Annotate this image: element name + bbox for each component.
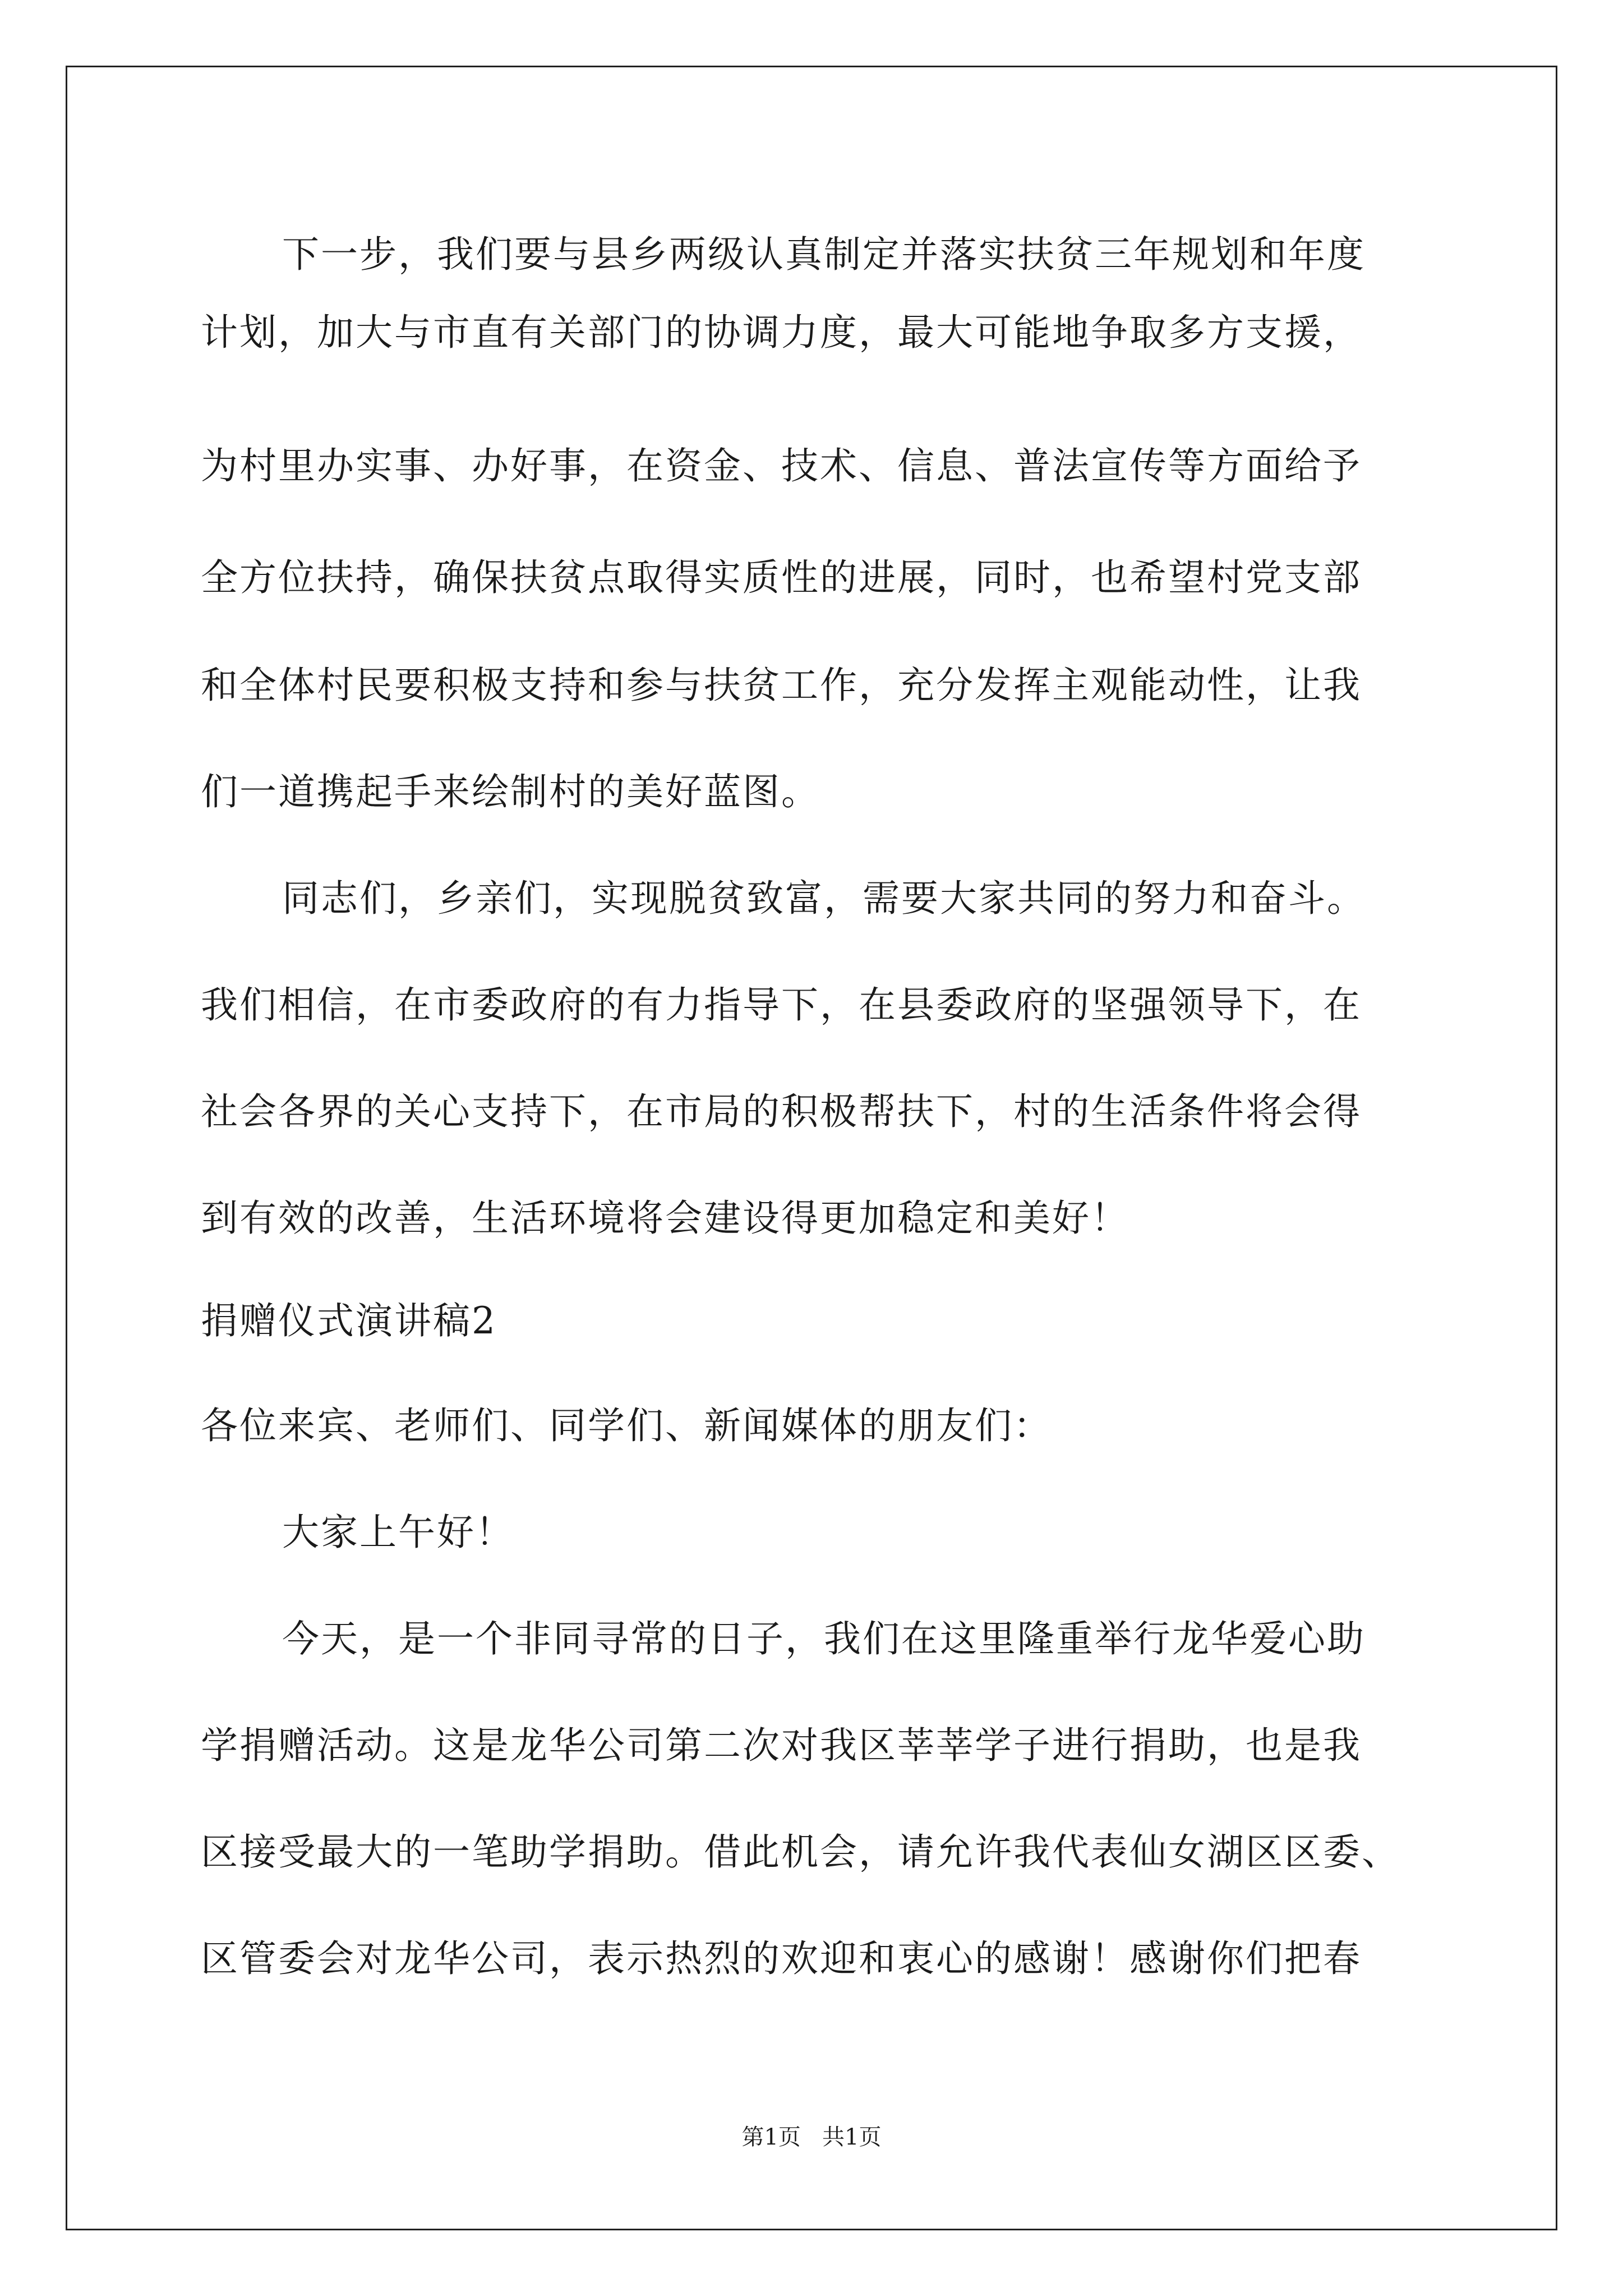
paragraph-line: 到有效的改善，生活环境将会建设得更加稳定和美好！ <box>201 1197 1129 1240</box>
paragraph-line: 今天，是一个非同寻常的日子，我们在这里隆重举行龙华爱心助 <box>282 1617 1366 1660</box>
paragraph-line: 学捐赠活动。这是龙华公司第二次对我区莘莘学子进行捐助，也是我 <box>201 1724 1362 1767</box>
paragraph-line: 社会各界的关心支持下，在市局的积极帮扶下，村的生活条件将会得 <box>201 1090 1362 1133</box>
page-border <box>66 66 1557 2230</box>
paragraph-line: 和全体村民要积极支持和参与扶贫工作，充分发挥主观能动性，让我 <box>201 664 1362 707</box>
salutation: 各位来宾、老师们、同学们、新闻媒体的朋友们： <box>201 1404 1052 1447</box>
section-heading: 捐赠仪式演讲稿2 <box>201 1299 497 1342</box>
paragraph-line: 区接受最大的一笔助学捐助。借此机会，请允许我代表仙女湖区区委、 <box>201 1830 1400 1874</box>
paragraph-line: 区管委会对龙华公司，表示热烈的欢迎和衷心的感谢！感谢你们把春 <box>201 1937 1362 1980</box>
paragraph-line: 计划，加大与市直有关部门的协调力度，最大可能地争取多方支援， <box>201 311 1362 354</box>
paragraph-line: 同志们，乡亲们，实现脱贫致富，需要大家共同的努力和奋斗。 <box>282 877 1366 920</box>
paragraph-line: 下一步，我们要与县乡两级认真制定并落实扶贫三年规划和年度 <box>282 233 1366 276</box>
paragraph-line: 们一道携起手来绘制村的美好蓝图。 <box>201 770 820 813</box>
greeting: 大家上午好！ <box>282 1511 514 1554</box>
paragraph-line: 全方位扶持，确保扶贫点取得实质性的进展，同时，也希望村党支部 <box>201 556 1362 599</box>
page-footer: 第1页 共1页 <box>741 2124 882 2150</box>
paragraph-line: 我们相信，在市委政府的有力指导下，在县委政府的坚强领导下，在 <box>201 983 1362 1027</box>
paragraph-line: 为村里办实事、办好事，在资金、技术、信息、普法宣传等方面给予 <box>201 444 1362 487</box>
